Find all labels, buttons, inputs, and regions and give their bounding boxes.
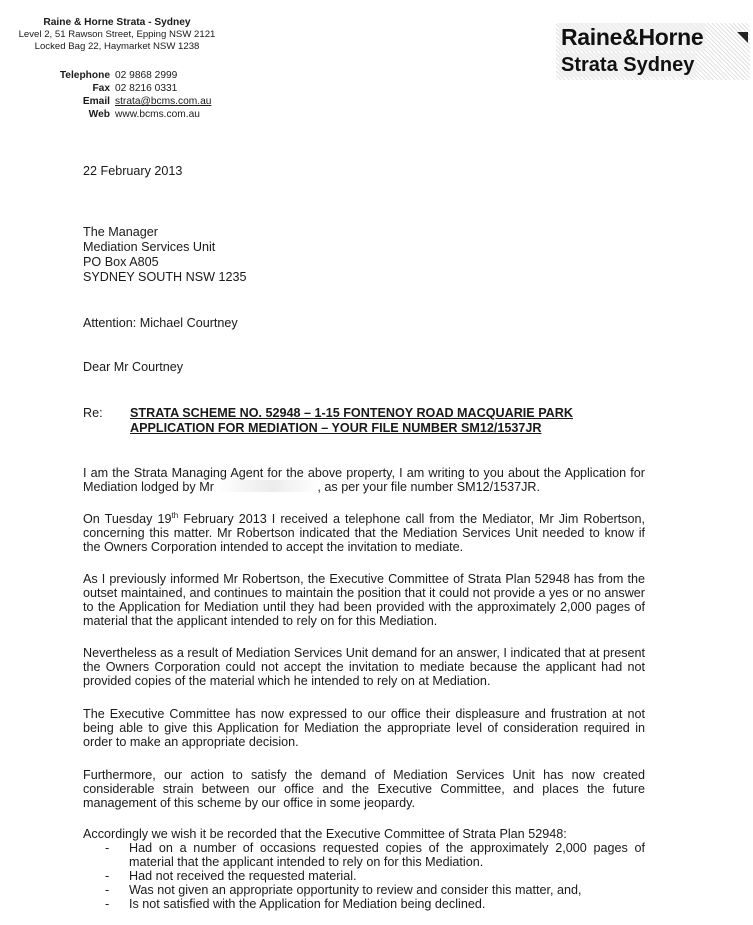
list-item-text: Was not given an appropriate opportunity to review and consider this matter, and, <box>129 883 582 897</box>
contact-email-row <box>40 95 211 108</box>
paragraph-2-text-a: On Tuesday 19 <box>83 512 172 526</box>
logo-wordmark: Raine&Horne <box>561 24 704 50</box>
list-item <box>83 841 645 869</box>
list-item-text: Is not satisfied with the Application for Mediation being declined. <box>129 897 486 911</box>
sender-block <box>4 17 230 53</box>
paragraph-6: Furthermore, our action to satisfy the demand of Mediation Services Unit has now created considerable strain between our office and the Executive Committee, and places the future management of this scheme by our office in some jeopardy. <box>83 768 645 810</box>
list-item-text: Had not received the requested material. <box>129 869 357 883</box>
web-label: Web <box>88 109 110 120</box>
sender-address-line-1: Level 2, 51 Rawson Street, Epping NSW 2121 <box>18 29 216 40</box>
recipient-line: SYDNEY SOUTH NSW 1235 <box>83 270 247 284</box>
recipient-line: The Manager <box>83 225 158 239</box>
logo-triangle-icon <box>737 32 748 43</box>
raine-horne-logo <box>556 23 750 80</box>
list-item <box>83 897 645 911</box>
attention-line: Attention: Michael Courtney <box>83 316 238 330</box>
paragraph-1-text-a: I am the Strata Managing Agent for the above property, I am writing to you about the Application for Mediation lodged by Mr <box>83 466 645 494</box>
contact-block <box>40 69 211 121</box>
email-link[interactable]: strata@bcms.com.au <box>115 96 212 107</box>
paragraph-2-text-b: February 2013 I received a telephone call from the Mediator, Mr Jim Robertson, concerning this matter. Mr Robertson indicated that the Mediation Services Unit needed to know if the Owners Corporation intended to accept the invitation to mediate. <box>83 512 645 554</box>
recipient-line: PO Box A805 <box>83 255 159 269</box>
telephone-value: 02 9868 2999 <box>115 70 178 81</box>
committee-points-list <box>83 841 645 911</box>
re-label: Re: <box>83 406 103 420</box>
paragraph-3: As I previously informed Mr Robertson, the Executive Committee of Strata Plan 52948 has from the outset maintained, and continues to maintain the position that it could not provide a yes or no answer to the Application for Mediation until they had been provided with the approximately 2,000 pages of material that the applicant intended to rely on for this Mediation. <box>83 572 645 628</box>
list-item <box>83 869 645 883</box>
logo-subtitle: Strata Sydney <box>561 54 695 76</box>
fax-label: Fax <box>92 83 110 94</box>
web-value: www.bcms.com.au <box>115 109 200 120</box>
list-dash: - <box>105 869 110 883</box>
paragraph-4: Nevertheless as a result of Mediation Services Unit demand for an answer, I indicated that at present the Owners Corporation could not accept the invitation to mediate because the applicant had not provided copies of the material which he intended to rely on at Mediation. <box>83 646 645 688</box>
fax-value: 02 8216 0331 <box>115 83 178 94</box>
recipient-line: Mediation Services Unit <box>83 240 216 254</box>
letter-date: 22 February 2013 <box>83 164 183 178</box>
telephone-label: Telephone <box>59 70 110 81</box>
paragraph-7: Accordingly we wish it be recorded that the Executive Committee of Strata Plan 52948: <box>83 827 567 841</box>
subject-line-2: APPLICATION FOR MEDIATION – YOUR FILE NUMBER SM12/1537JR <box>130 421 542 435</box>
recipient-address <box>83 225 247 285</box>
subject-heading <box>130 406 730 436</box>
redacted-name <box>217 480 317 492</box>
sender-org-name: Raine & Horne Strata - Sydney <box>43 17 191 28</box>
contact-web-row <box>40 108 211 121</box>
contact-fax-row <box>40 82 211 95</box>
subject-line-1: STRATA SCHEME NO. 52948 – 1-15 FONTENOY ROAD MACQUARIE PARK <box>130 406 573 420</box>
salutation: Dear Mr Courtney <box>83 360 184 374</box>
paragraph-1-text-b: , as per your file number SM12/1537JR. <box>317 480 541 494</box>
paragraph-2 <box>83 512 645 554</box>
email-label: Email <box>82 96 110 107</box>
list-dash: - <box>105 883 110 897</box>
list-item-text: Had on a number of occasions requested copies of the approximately 2,000 pages of material that the applicant intended to rely on for this Mediation. <box>129 841 645 869</box>
list-item <box>83 883 645 897</box>
paragraph-1 <box>83 466 645 494</box>
sender-address-line-2: Locked Bag 22, Haymarket NSW 1238 <box>34 41 200 52</box>
contact-telephone-row <box>40 69 211 82</box>
list-dash: - <box>105 897 110 911</box>
paragraph-2-ordinal: th <box>171 510 179 520</box>
list-dash: - <box>105 841 110 855</box>
paragraph-5: The Executive Committee has now expressed to our office their displeasure and frustration at not being able to give this Application for Mediation the appropriate level of consideration required in order to make an appropriate decision. <box>83 707 645 749</box>
